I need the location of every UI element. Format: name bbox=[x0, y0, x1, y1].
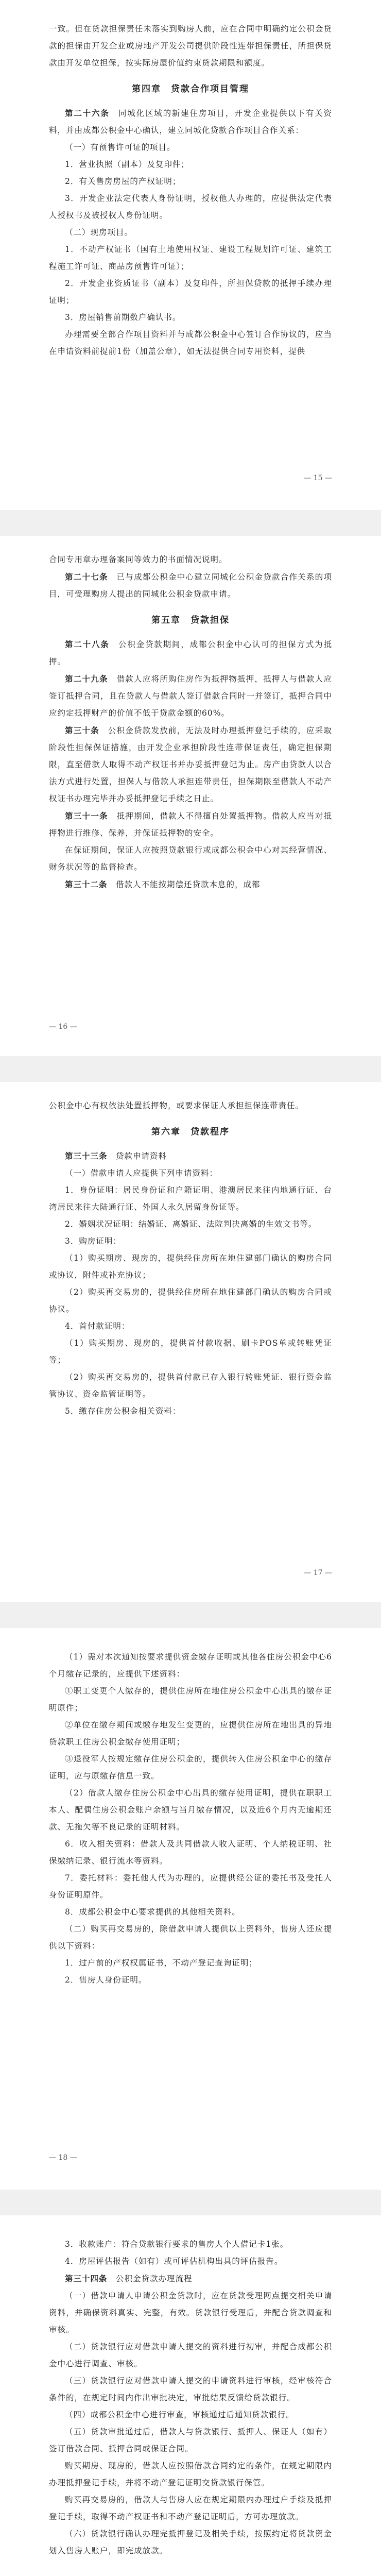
document-page bbox=[0, 536, 381, 1056]
article-text: 借款人不能按期偿还贷款本息的，成都 bbox=[107, 880, 261, 889]
page-body bbox=[49, 0, 332, 360]
paragraph: 2．开发企业资质证书（副本）及复印件，所担保贷款的抵押手续办理证明； bbox=[49, 279, 332, 305]
article-paragraph bbox=[49, 807, 332, 842]
article-text: 公积金贷款期间，成都公积金中心认可的担保方式为抵押。 bbox=[49, 640, 332, 666]
paragraph: 3．房屋销售前期数户确认书。 bbox=[65, 313, 181, 322]
article-text: 公积金贷款发放前，无法及时办理抵押登记手续的，应采取阶段性担保保证措施，由开发企业承担阶段性连带保证责任，确定担保期限，直至借款人取得不动产权证书并办妥抵押登记为止。房产由贷款人以合法方式进行处置，担保人与借款人承担连带责任，担保期限至借款人不动产权证书办理完毕并办妥抵押登记手续之日止。 bbox=[49, 726, 332, 803]
paragraph: （2）借款人缴存住房公积金中心出具的缴存使用证明，提供在职职工本人、配偶住房公积金账户余额与当月缴存情况，以及近6个月内无逾期还款、无拖欠等不良记录的证明材料。 bbox=[49, 1788, 332, 1832]
article-label: 第三十条 bbox=[65, 725, 99, 735]
paragraph: 1．不动产权证书（国有土地使用权证、建设工程规划许可证、建筑工程施工许可证、商品房预售许可证）； bbox=[49, 245, 332, 271]
article-paragraph bbox=[49, 636, 332, 670]
article-paragraph bbox=[49, 2270, 332, 2287]
page-body bbox=[49, 2215, 332, 2560]
article-text: 同城化区域的新建住房项目，开发企业提供以下有关资料，并由成都公积金中心确认，建立同城化贷款合作项目合作关系： bbox=[49, 109, 332, 135]
paragraph: 购买再交易房的，借款人与售房人应在规定期限内办理过户手续及抵押登记手续，取得不动产权证书和不动产登记证明后，方可办理放款。 bbox=[49, 2495, 332, 2521]
article-label: 第二十八条 bbox=[65, 639, 110, 649]
page-number: — 18 — bbox=[49, 2154, 77, 2162]
article-text: 公积金贷款办理流程 bbox=[107, 2274, 193, 2283]
paragraph: 8．成都公积金中心要求提供的其他相关资料。 bbox=[65, 1907, 240, 1917]
article-paragraph bbox=[49, 670, 332, 722]
paragraph: （四）成都公积金中心进行审查，审核通过后通知贷款银行。 bbox=[65, 2410, 295, 2419]
page-gap bbox=[0, 2190, 381, 2215]
article-label: 第二十六条 bbox=[65, 108, 110, 118]
article-text: 已与成都公积金中心建立同城化公积金贷款合作关系的项目，可受理购房人提出的同城化公积金贷款申请。 bbox=[49, 572, 332, 599]
paragraph: 合同专用章办理备案同等效力的书面情况说明。 bbox=[49, 555, 228, 564]
article-label: 第三十三条 bbox=[65, 1151, 108, 1161]
article-text: 借款人应将所购住房作为抵押物抵押，抵押人与借款人应签订抵押合同，且在贷款人与借款人签订借款合同时一并签订，抵押合同中应约定抵押财产的价值不低于贷款金额的60%。 bbox=[49, 674, 332, 718]
paragraph: 4．房屋评估报告（如有）或可评估机构出具的评估报告。 bbox=[65, 2257, 283, 2266]
paragraph: 办理需要全部合作项目资料并与成都公积金中心签订合作协议的，应当在申请资料前提前1份（加盖公章），如无法提供合同专用资料，提供 bbox=[49, 330, 332, 356]
paragraph: 4．首付款证明： bbox=[65, 1321, 130, 1331]
page-number: — 16 — bbox=[49, 1023, 77, 1031]
document-page bbox=[0, 2215, 381, 2576]
paragraph: ③退役军人按规定缴存住房公积金的，提供转入住房公积金中心的缴存证明，应与原缴存信息一致。 bbox=[49, 1754, 332, 1781]
article-label: 第三十一条 bbox=[65, 811, 108, 821]
article-paragraph bbox=[49, 105, 332, 139]
article-label: 第二十七条 bbox=[65, 572, 108, 582]
chapter-heading: 第四章 贷款合作项目管理 bbox=[132, 84, 249, 94]
article-paragraph bbox=[49, 876, 332, 893]
paragraph: （一）借款申请人应提供下列申请资料： bbox=[65, 1168, 218, 1178]
paragraph: （二）贷款银行应对借款申请人提交的资料进行初审，并配合成都公积金中心进行调查、审核。 bbox=[49, 2342, 332, 2368]
paragraph: 1．营业执照（副本）及复印件； bbox=[65, 160, 189, 169]
paragraph: 3．收款账户：符合贷款银行要求的售房人个人借记卡1张。 bbox=[65, 2240, 289, 2249]
chapter-heading: 第六章 贷款程序 bbox=[151, 1127, 230, 1137]
article-label: 第三十四条 bbox=[65, 2274, 108, 2283]
article-paragraph bbox=[49, 1147, 332, 1165]
paragraph: （1）购买期房、现房的，提供经住房所在地住建部门确认的购房合同或协议，附件或补充协议； bbox=[49, 1253, 332, 1280]
paragraph: （1）需对本次通知按要求提供资金缴存证明或其他各住房公积金中心6个月缴存记录的，应提供下述资料： bbox=[49, 1652, 332, 1679]
paragraph: 5．缴存住房公积金相关资料： bbox=[65, 1406, 181, 1416]
paragraph: 公积金中心有权依法处置抵押物，或要求保证人承担担保连带责任。 bbox=[49, 1101, 304, 1110]
page-gap bbox=[0, 1056, 381, 1082]
paragraph: （六）贷款银行确认办理完抵押登记及相关手续，按照约定将贷款资金划入售房人账户，即完成放款。 bbox=[49, 2529, 332, 2555]
paragraph: 购买期房、现房的，借款人应按照借款合同约定的条件，在规定期限内办理抵押登记手续，并将不动产登记证明交贷款银行保管。 bbox=[49, 2461, 332, 2487]
paragraph: 1．身份证明：居民身份证和户籍证明、港澳居民来往内地通行证、台湾居民来往大陆通行证、外国人永久居留身份证等。 bbox=[49, 1185, 332, 1212]
paragraph: 2．有关售房房屋的产权证明； bbox=[65, 177, 181, 186]
paragraph: 6．收入相关资料：借款人及共同借款人收入证明、个人纳税证明、社保缴纳记录、银行流水等资料。 bbox=[49, 1839, 332, 1866]
page-number: — 17 — bbox=[304, 1569, 332, 1577]
paragraph: 3．购房证明： bbox=[65, 1236, 122, 1246]
paragraph: ①职工变更个人缴存的，提供住房所在地住房公积金中心出具的缴存证明原件； bbox=[49, 1686, 332, 1713]
paragraph: （五）贷款审批通过后，借款人与贷款银行、抵押人、保证人（如有）签订借款合同、抵押合同或保证合同。 bbox=[49, 2427, 332, 2453]
document-page bbox=[0, 1082, 381, 1602]
article-paragraph bbox=[49, 722, 332, 807]
paragraph: 7．委托材料：委托他人代为办理的，应提供经公证的委托书及受托人身份证明原件。 bbox=[49, 1873, 332, 1900]
paragraph: 2．售房人身份证明。 bbox=[65, 1975, 147, 1985]
page-body bbox=[49, 1082, 332, 1420]
paragraph: （1）购买期房、现房的，提供首付款收据、刷卡POS单或转账凭证等； bbox=[49, 1338, 332, 1365]
paragraph: （一）借款申请人申请公积金贷款时，应在贷款受理网点提交相关申请资料，并确保资料真实、完整，有效。贷款银行受理后，并配合贷款调查和审核。 bbox=[49, 2291, 332, 2334]
paragraph: 在保证期间，保证人应按照贷款银行或成都公积金中心对其经营情况、财务状况等的监督检查。 bbox=[49, 845, 332, 872]
paragraph: （2）购买再交易房的，提供经住房所在地住建部门确认的购房合同或协议。 bbox=[49, 1287, 332, 1314]
page-body bbox=[49, 536, 332, 893]
paragraph: （二）现房项目。 bbox=[65, 228, 133, 237]
paragraph: 3．开发企业法定代表人身份证明，授权他人办理的，应提供法定代表人授权书及被授权人身份证明。 bbox=[49, 194, 332, 220]
article-text: 贷款申请资料 bbox=[107, 1151, 167, 1161]
paragraph: ②单位在缴存期间或缴存地发生变更的，应提供住房所在地出具的异地贷款职工住房公积金缴存使用证明； bbox=[49, 1720, 332, 1747]
page-body bbox=[49, 1628, 332, 1989]
paragraph: 1．过户前的产权权属证书，不动产登记查询证明； bbox=[65, 1958, 257, 1968]
paragraph: （一）有预售许可证的项目。 bbox=[65, 143, 176, 152]
paragraph: （2）购买再交易房的，提供首付款已存入银行转账凭证、银行资金监管协议、资金监管证明等。 bbox=[49, 1372, 332, 1399]
document-page bbox=[0, 1628, 381, 2190]
chapter-heading: 第五章 贷款担保 bbox=[151, 615, 230, 625]
page-number: — 15 — bbox=[304, 474, 332, 482]
article-paragraph bbox=[49, 568, 332, 603]
paragraph: （二）购买再交易房的，除借款申请人提供以上资料外，售房人还应提供以下资料： bbox=[49, 1924, 332, 1951]
page-gap bbox=[0, 510, 381, 536]
document-page bbox=[0, 0, 381, 510]
article-label: 第二十九条 bbox=[65, 674, 108, 684]
paragraph: （三）贷款银行应对借款申请人提交的申请资料进行审核，经审核符合条件的，在规定时间内作出审批决定，审批结果反馈给贷款银行。 bbox=[49, 2376, 332, 2402]
article-label: 第三十二条 bbox=[65, 879, 108, 889]
paragraph: 一致。但在贷款担保责任未落实到购房人前，应在合同中明确约定公积金贷款的担保由开发企业或房地产开发公司提供阶段性连带担保责任，所担保贷款由开发单位担保，按实际房屋价值约束贷款期限和额度。 bbox=[49, 24, 332, 67]
article-text: 抵押期间，借款人不得擅自处置抵押物。借款人应当对抵押物进行维修、保养，并保证抵押物的安全。 bbox=[49, 811, 332, 838]
page-gap bbox=[0, 1602, 381, 1628]
paragraph: 2．婚姻状况证明：结婚证、离婚证、法院判决离婚的生效文书等。 bbox=[65, 1219, 317, 1229]
